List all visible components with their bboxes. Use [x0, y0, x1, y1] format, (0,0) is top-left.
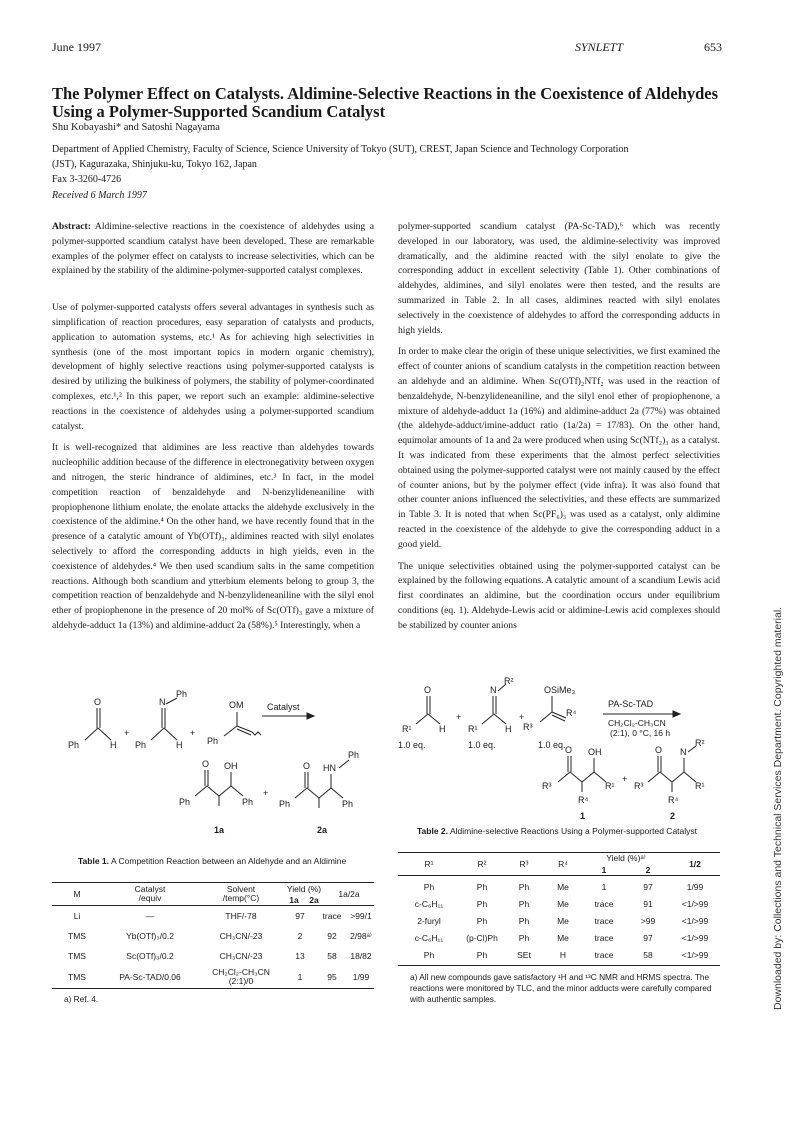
scheme2-r4-2: R⁴: [578, 795, 589, 805]
table2-header-r1: R¹: [424, 859, 434, 869]
table-row: TMS Sc(OTf)₃/0.2 CH₃CN/-23 13 58 18/82: [68, 951, 372, 961]
scheme1-ph-8: Ph: [279, 799, 291, 809]
body-left-paragraph-2: It is well-recognized that aldimines are less reactive than aldehydes towards nucleophilic addition because of the difference in electronegativity between oxygen and nitrogen, the steric hindrance of aldimines, etc.³ In fact, in the model competition reaction of benzaldehyde and N-benzylideneaniline with propiophenone lithium enolate, the enolate attacks the aldehyde exclusively in the coexistence of the aldimine.⁴ On the other hand, we have recently found that in the presence of a catalytic amount of Yb(OTf)₃, aldimines reacted with silyl enolates selectively to afford the corresponding adducts in high yields, even in the coexistence of aldehydes.⁴ We then used scandium salts in the same competition reactions. Although both scandium and ytterbium elements belong to group 3, the competition reaction of benzaldehyde and N-benzylideneaniline with the silyl enol ether of propiophenone in the presence of 20 mol% of Sc(OTf)₃ gave a mixture of aldehyde-adduct 1a (13%) and aldimine-adduct 2a (58%).⁵ Interestingly, when a: [52, 442, 374, 631]
body-left-paragraph-1: Use of polymer-supported catalysts offers several advantages in synthesis such as simplification of reaction procedures, easy separation of catalysts and products, application to automation systems, etc.¹ As for achieving high selectivities in synthesis (one of the most important topics in modern organic chemistry), development of highly selective reactions using polymer-supported catalysts is desired by utilizing the bulkiness of polymers, the stability of polymer-coordinated complexes, etc.¹,² In this paper, we report such an example: aldimine-selective reactions in the coexistence of aldehydes using a polymer-supported scandium catalyst.: [52, 302, 374, 432]
scheme1-plus-3: +: [263, 788, 269, 798]
table1-header-row: [52, 883, 374, 894]
body-right-paragraph-1: polymer-supported scandium catalyst (PA-Sc-TAD),⁶ which was recently developed in our laboratory, was used, the aldimine-selectivity was improved dramatically, and the aldimine reacted with the silyl enolate to give the corresponding adduct in excellent selectivity (Table 1). Other combinations of aldehydes, aldimines, and silyl enolates were then tested, and the results are summarized in Table 2. In all cases, aldimines reacted with silyl enolates selectively in the coexistence of aldehydes to afford the corresponding adducts in high yields.: [398, 221, 720, 336]
scheme1-ph-4: Ph: [207, 736, 219, 746]
scheme1-label-1a: 1a: [214, 825, 225, 835]
scheme1-h-1: H: [110, 740, 117, 750]
table-row: Ph Ph SEt H trace 58 <1/>99: [423, 949, 709, 960]
scheme2-eq-3: 1.0 eq.: [538, 740, 566, 750]
scheme2-n-2: N: [680, 747, 687, 757]
scheme2-r1-4: R¹: [695, 781, 705, 791]
table1-header-ratio: 1a/2a: [338, 889, 360, 899]
scheme2-solvent: CH₂Cl₂-CH₃CN: [608, 718, 666, 728]
table1-header-1a: 1a: [289, 894, 299, 905]
table-row: TMS Yb(OTf)₃/0.2 CH₃CN/-23 2 92 2/98ᵃ⁾: [68, 930, 372, 941]
scheme1-hn: HN: [323, 763, 336, 773]
scheme1-o-2: O: [202, 759, 210, 769]
scheme1-ph-5: Ph: [179, 797, 191, 807]
abstract-label: Abstract:: [52, 221, 91, 232]
table2-header-r4: R⁴: [558, 859, 568, 869]
table2-header-row: [398, 853, 720, 864]
scheme1-om: OM: [229, 700, 244, 710]
table1-caption-label: Table 1.: [78, 856, 110, 866]
scheme2-r4-1: R⁴: [566, 708, 577, 718]
scheme2-r4-3: R⁴: [668, 795, 679, 805]
scheme2-label-1: 1: [580, 811, 586, 821]
scheme2-osime3: OSiMe₃: [544, 685, 576, 695]
scheme2-o-2: O: [565, 745, 573, 755]
article-title: The Polymer Effect on Catalysts. Aldimine-Selective Reactions in the Coexistence of Aldehydes Using a Polymer-Supported Scandium Catalyst: [52, 84, 719, 121]
scheme2-r1-3: R¹: [605, 781, 615, 791]
scheme2-n-1: N: [490, 685, 497, 695]
table2-header-ratio: 1/2: [689, 859, 701, 869]
scheme2-r2-2: R²: [695, 738, 705, 748]
table1-header-catalyst: Catalyst /equiv: [134, 884, 166, 903]
scheme1-catalyst: Catalyst: [267, 702, 300, 712]
scheme1-ph-6: Ph: [242, 797, 254, 807]
scheme2-reagent: PA-Sc-TAD: [608, 699, 654, 709]
abstract: [52, 220, 374, 279]
scheme2-r3-3: R³: [634, 781, 644, 791]
scheme2-eq-2: 1.0 eq.: [468, 740, 496, 750]
right-column: [398, 220, 720, 641]
table-row: 2-furyl Ph Ph Me trace >99 <1/>99: [417, 915, 709, 926]
table2: [398, 852, 720, 1005]
table1-header-m: M: [73, 889, 81, 899]
article-authors: Shu Kobayashi* and Satoshi Nagayama: [52, 122, 220, 133]
table1-caption-text: A Competition Reaction between an Aldehyde and an Aldimine: [110, 856, 347, 866]
table2-header-2: 2: [645, 864, 651, 875]
scheme2-oh: OH: [588, 747, 602, 757]
scheme2-plus-2: +: [519, 712, 525, 722]
scheme1-ph-7: Ph: [348, 750, 360, 760]
table-row: Li — THF/-78 97 trace >99/1: [73, 911, 372, 921]
affiliation-line-2: (JST), Kagurazaka, Shinjuku-ku, Tokyo 162, Japan: [52, 159, 257, 170]
scheme1-label-2a: 2a: [317, 825, 328, 835]
table-row: c-C₆H₁₁ Ph Ph Me trace 91 <1/>99: [414, 898, 709, 909]
table1: [52, 882, 374, 1005]
scheme1-o-3: O: [303, 761, 311, 771]
scheme2-h-1: H: [439, 724, 446, 734]
scheme2-r3-1: R³: [523, 722, 533, 732]
scheme2-o-1: O: [424, 685, 432, 695]
table2-caption-text: Aldimine-selective Reactions Using a Polymer-supported Catalyst: [449, 826, 698, 836]
scheme1-plus-2: +: [190, 728, 196, 738]
scheme-2-diagram: [398, 676, 728, 826]
received-date: Received 6 March 1997: [52, 190, 147, 201]
scheme2-o-3: O: [655, 745, 663, 755]
scheme2-r1-1: R¹: [402, 724, 412, 734]
table-row: TMS PA-Sc-TAD/0.06 CH₂Cl₂-CH₃CN (2:1)/0 1 95 1/99: [68, 967, 370, 986]
scheme2-r1-2: R¹: [468, 724, 478, 734]
table2-caption: [417, 826, 727, 836]
table1-header-2a: 2a: [309, 894, 319, 905]
scheme2-label-2: 2: [670, 811, 676, 821]
body-right-paragraph-2: In order to make clear the origin of these unique selectivities, we first examined the effect of counter anions of scandium catalysts in the competition reaction between an aldehyde and an aldimine. When Sc(OTf)₂NTf₂ was used in the reaction of benzaldehyde, N-benzylideneaniline, and the silyl enol ether of propiophenone, a mixture of aldehyde-adduct 1a (16%) and aldimine-adduct 2a (77%) was obtained (the aldehyde-adduct/imine-adduct ratio (1a/2a) = 17/83). On the other hand, equimolar amounts of 1a and 2a were produced when using Sc(NTf₂)₃ as a catalyst. It was indicated from these experiments that the almost perfect selectivities obtained using the polymer-supported catalyst were not mainly caused by the effect of counter anions, but by the polymer effect (vide infra). It was also found that other counter anions influenced the selectivities, and these effects are summarized in Table 3. It is noted that when Sc(PF₆)₃ was used as a catalyst, only aldimine reacted in the coexistence of the aldehyde to give the corresponding adduct in a good yield.: [398, 346, 720, 550]
table2-header-r2: R²: [477, 859, 487, 869]
scheme1-ph-2: Ph: [176, 689, 188, 699]
scheme2-eq-1: 1.0 eq.: [398, 740, 426, 750]
table2-header-r3: R³: [519, 859, 529, 869]
abstract-text: Aldimine-selective reactions in the coexistence of aldehydes using a polymer-supported scandium catalyst have been developed. These are remarkable examples of the polymer effect on catalysts to increase selectivities, which can be explained by the stability of the aldimine-polymer-supported catalyst complexes.: [52, 221, 375, 277]
table-row: Ph Ph Ph Me 1 97 1/99: [423, 881, 704, 892]
scheme1-ph-9: Ph: [342, 799, 354, 809]
header-journal: SYNLETT: [575, 40, 624, 54]
body-right-paragraph-3: The unique selectivities obtained using the polymer-supported catalyst can be explained by the following equations. A catalytic amount of a scandium Lewis acid first coordinates an aldimine, but the coordination occurs under equilibrium conditions (eq. 1). Aldehyde-Lewis acid or aldimine-Lewis acid complexes should be stabilized by counter anions: [398, 560, 720, 631]
scheme-1-diagram: [52, 688, 382, 848]
table1-footnote: a) Ref. 4.: [64, 994, 99, 1004]
table-row: c-C₆H₁₁ (p-Cl)Ph Ph Me trace 97 <1/>99: [414, 932, 709, 943]
table1-caption: [78, 856, 368, 866]
scheme1-ph-1: Ph: [68, 740, 80, 750]
scheme1-plus-1: +: [124, 728, 130, 738]
table2-header-yield: Yield (%)ᵃ⁾: [606, 853, 646, 863]
table1-header-solvent: Solvent /temp(°C): [222, 884, 260, 903]
affiliation-fax: Fax 3-3260-4726: [52, 174, 122, 185]
scheme1-ph-3: Ph: [135, 740, 147, 750]
table1-header-yield: Yield (%): [286, 883, 322, 894]
download-watermark: Downloaded by: Collections and Technical Services Department. Copyrighted material.: [772, 606, 784, 1010]
header-date: June 1997: [52, 40, 101, 54]
table2-caption-label: Table 2.: [417, 826, 449, 836]
scheme2-plus-3: +: [622, 774, 628, 784]
scheme1-o-1: O: [94, 697, 102, 707]
scheme2-conditions: (2:1), 0 °C, 16 h: [610, 728, 671, 738]
scheme2-r2-1: R²: [504, 676, 514, 686]
scheme2-plus-1: +: [456, 712, 462, 722]
table2-footnote: a) All new compounds gave satisfactory ¹H and ¹³C NMR and HRMS spectra. The reactions were monitored by TLC, and the minor adducts were carefully compared with authentic samples.: [410, 972, 712, 1004]
scheme2-r3-2: R³: [542, 781, 552, 791]
scheme1-n: N: [159, 697, 166, 707]
header-page-number: 653: [704, 40, 722, 54]
affiliation-line-1: Department of Applied Chemistry, Faculty of Science, Science University of Tokyo (SUT), CREST, Japan Science and Technology Corporation: [52, 144, 629, 155]
scheme1-oh: OH: [224, 761, 238, 771]
table2-header-1: 1: [601, 864, 607, 875]
scheme2-h-2: H: [505, 724, 512, 734]
left-column: [52, 220, 374, 641]
article-affiliation: [52, 142, 752, 187]
scheme1-h-2: H: [176, 740, 183, 750]
